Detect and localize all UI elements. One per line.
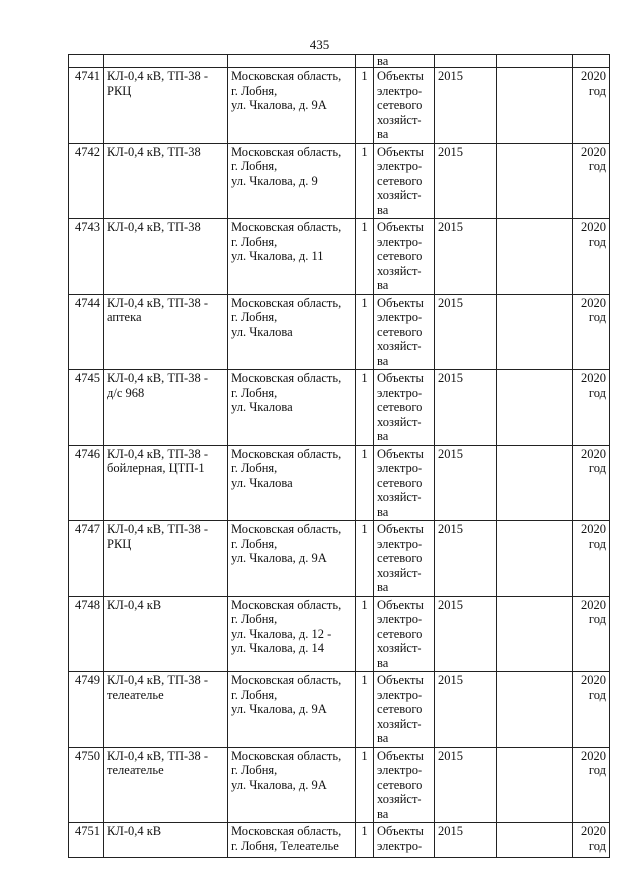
object-name-cell [104,143,228,219]
plan-year-cell [573,672,610,748]
year-cell [435,143,497,219]
object-name-line: КЛ-0,4 кВ [107,824,162,838]
blank-cell [497,747,573,823]
object-type-cell [374,747,435,823]
object-type-text: Объекты электро- [377,824,424,853]
quantity-cell [356,823,374,858]
plan-year-text: 2020 год [581,69,606,98]
plan-year-text: 2020 год [581,597,606,626]
plan-year-cell [573,143,610,219]
plan-year-text: 2020 год [581,748,606,777]
object-name-line: телеателье [107,687,164,702]
table-row [69,219,610,295]
address-line: ул. Чкалова, д. 9А [231,98,327,112]
object-type-text: Объекты электро- сетевого хозяйст- ва [377,144,424,217]
address-cell [228,219,356,295]
year-cell [435,521,497,597]
plan-year-text: 2020 год [581,220,606,249]
row-number: 4744 [75,295,100,310]
row-number-cell [69,294,104,370]
address-line: Московская область, [231,748,342,763]
address-line: г. Лобня, [231,234,278,249]
address-line: г. Лобня, [231,385,278,400]
object-name-line: КЛ-0,4 кВ, ТП-38 [107,220,201,234]
plan-year-text: 2020 год [581,824,606,853]
quantity-cell [356,521,374,597]
continuation-address-cell [228,55,356,68]
row-number-cell [69,747,104,823]
year-cell [435,68,497,144]
row-number-cell [69,823,104,858]
year-cell [435,747,497,823]
table-row [69,823,610,858]
object-name-cell [104,68,228,144]
object-name-line: РКЦ [107,536,132,551]
row-number-cell [69,672,104,748]
quantity-value: 1 [361,371,368,385]
plan-year-cell [573,747,610,823]
blank-cell [497,596,573,672]
year-cell [435,370,497,446]
address-line: г. Лобня, [231,310,278,324]
table-row [69,596,610,672]
continuation-type-cell [374,55,435,68]
address-line: Московская область, [231,69,342,83]
quantity-cell [356,219,374,295]
object-type-cell [374,672,435,748]
object-name-line: КЛ-0,4 кВ, ТП-38 - [107,748,209,763]
object-type-cell [374,521,435,597]
plan-year-cell [573,521,610,597]
object-type-text: Объекты электро- сетевого хозяйст- ва [377,748,424,821]
address-line: Московская область, [231,446,342,461]
year-value: 2015 [438,144,463,159]
address-line: г. Лобня, [231,612,278,626]
quantity-value: 1 [361,824,368,838]
quantity-cell [356,370,374,446]
row-number-cell [69,143,104,219]
table-row [69,747,610,823]
object-name-cell [104,294,228,370]
plan-year-cell [573,370,610,446]
row-number-cell [69,596,104,672]
object-name-cell [104,219,228,295]
object-type-text: Объекты электро- сетевого хозяйст- ва [377,295,424,368]
plan-year-text: 2020 год [581,522,606,551]
address-line: Московская область, [231,220,342,234]
year-value: 2015 [438,69,463,83]
object-type-cell [374,823,435,858]
year-value: 2015 [438,748,463,763]
object-name-line: бойлерная, ЦТП-1 [107,461,205,475]
object-name-cell [104,521,228,597]
address-line: г. Лобня, [231,536,278,551]
continuation-num-cell [69,55,104,68]
year-cell [435,219,497,295]
object-name-cell [104,445,228,521]
continuation-year-cell [435,55,497,68]
page-number: 435 [309,37,330,52]
plan-year-text: 2020 год [581,144,606,173]
object-name-line: КЛ-0,4 кВ, ТП-38 - [107,371,209,385]
continuation-name-cell [104,55,228,68]
year-cell [435,596,497,672]
object-name-cell [104,596,228,672]
year-cell [435,445,497,521]
address-cell [228,294,356,370]
plan-year-text: 2020 год [581,446,606,475]
blank-cell [497,68,573,144]
object-type-cell [374,294,435,370]
object-name-line: КЛ-0,4 кВ, ТП-38 - [107,295,209,310]
quantity-value: 1 [361,673,368,687]
address-line: г. Лобня, [231,763,278,777]
row-number: 4742 [75,144,100,159]
row-number: 4746 [75,446,100,461]
continuation-row [69,55,610,68]
object-name-line: телеателье [107,763,164,777]
quantity-cell [356,68,374,144]
address-cell [228,370,356,446]
table-row [69,370,610,446]
address-line: ул. Чкалова, д. 11 [231,249,324,263]
year-value: 2015 [438,522,463,536]
row-number-cell [69,445,104,521]
plan-year-text: 2020 год [581,371,606,400]
plan-year-cell [573,823,610,858]
address-line: Московская область, [231,295,342,310]
year-value: 2015 [438,220,463,234]
row-number-cell [69,219,104,295]
blank-cell [497,672,573,748]
object-type-cell [374,143,435,219]
year-cell [435,294,497,370]
address-line: Московская область, [231,371,342,385]
address-line: ул. Чкалова [231,400,293,414]
object-type-cell [374,596,435,672]
object-name-line: КЛ-0,4 кВ, ТП-38 - [107,673,209,687]
table-row [69,68,610,144]
row-number: 4743 [75,220,100,234]
address-line: ул. Чкалова, д. 9А [231,777,327,792]
quantity-value: 1 [361,446,368,461]
year-value: 2015 [438,824,463,838]
quantity-cell [356,596,374,672]
row-number: 4750 [75,748,100,763]
address-line: Московская область, [231,144,342,159]
address-cell [228,672,356,748]
quantity-value: 1 [361,220,368,234]
address-cell [228,143,356,219]
object-name-line: КЛ-0,4 кВ, ТП-38 - [107,446,209,461]
quantity-cell [356,747,374,823]
address-cell [228,445,356,521]
address-line: ул. Чкалова, д. 9А [231,551,327,565]
blank-cell [497,370,573,446]
address-cell [228,596,356,672]
object-type-cell [374,445,435,521]
year-value: 2015 [438,446,463,461]
year-value: 2015 [438,371,463,385]
object-type-cell [374,219,435,295]
plan-year-cell [573,596,610,672]
quantity-cell [356,445,374,521]
address-line: ул. Чкалова, д. 9 [231,173,318,188]
plan-year-cell [573,219,610,295]
object-name-line: КЛ-0,4 кВ [107,597,162,612]
year-cell [435,823,497,858]
address-line: г. Лобня, [231,687,278,702]
blank-cell [497,823,573,858]
address-cell [228,521,356,597]
address-cell [228,747,356,823]
quantity-value: 1 [361,522,368,536]
blank-cell [497,445,573,521]
object-type-text: Объекты электро- сетевого хозяйст- ва [377,446,424,519]
year-value: 2015 [438,295,463,310]
address-line: г. Лобня, [231,461,278,475]
object-type-text: Объекты электро- сетевого хозяйст- ва [377,597,424,670]
quantity-value: 1 [361,144,368,159]
object-type-text: Объекты электро- сетевого хозяйст- ва [377,673,424,745]
plan-year-cell [573,68,610,144]
quantity-cell [356,143,374,219]
address-line: Московская область, [231,824,342,838]
object-name-line: д/с 968 [107,385,145,400]
object-type-text: Объекты электро- сетевого хозяйст- ва [377,220,424,292]
quantity-value: 1 [361,295,368,310]
continuation-qty-cell [356,55,374,68]
plan-year-cell [573,445,610,521]
object-name-line: РКЦ [107,83,132,98]
object-name-cell [104,672,228,748]
address-line: г. Лобня, [231,83,278,98]
object-name-line: аптека [107,310,142,324]
row-number: 4751 [75,824,100,838]
table-row [69,143,610,219]
plan-year-text: 2020 год [581,673,606,702]
address-line: г. Лобня, [231,159,278,173]
blank-cell [497,294,573,370]
address-line: ул. Чкалова, д. 12 - [231,626,332,641]
plan-year-cell [573,294,610,370]
object-name-line: КЛ-0,4 кВ, ТП-38 - [107,69,209,83]
address-line: г. Лобня, Телеателье [231,838,339,853]
blank-cell [497,143,573,219]
registry-table [68,54,610,858]
table-row [69,521,610,597]
continuation-type-text: ва [377,54,389,68]
object-name-cell [104,370,228,446]
row-number: 4741 [75,69,100,83]
row-number: 4749 [75,673,100,687]
object-name-cell [104,823,228,858]
year-value: 2015 [438,597,463,612]
address-cell [228,68,356,144]
row-number: 4748 [75,597,100,612]
quantity-cell [356,294,374,370]
blank-cell [497,219,573,295]
object-name-cell [104,747,228,823]
address-line: Московская область, [231,597,342,612]
year-cell [435,672,497,748]
object-type-text: Объекты электро- сетевого хозяйст- ва [377,371,424,443]
address-line: Московская область, [231,522,342,536]
quantity-cell [356,672,374,748]
object-type-text: Объекты электро- сетевого хозяйст- ва [377,69,424,141]
table-row [69,445,610,521]
plan-year-text: 2020 год [581,295,606,324]
row-number: 4747 [75,522,100,536]
continuation-blank-cell [497,55,573,68]
row-number-cell [69,370,104,446]
object-name-line: КЛ-0,4 кВ, ТП-38 [107,144,201,159]
address-cell [228,823,356,858]
quantity-value: 1 [361,748,368,763]
blank-cell [497,521,573,597]
quantity-value: 1 [361,597,368,612]
object-type-cell [374,370,435,446]
table-row [69,672,610,748]
address-line: ул. Чкалова, д. 14 [231,641,324,655]
address-line: ул. Чкалова, д. 9А [231,702,327,716]
table-row [69,294,610,370]
object-type-text: Объекты электро- сетевого хозяйст- ва [377,522,424,594]
address-line: ул. Чкалова [231,324,293,339]
address-line: Московская область, [231,673,342,687]
address-line: ул. Чкалова [231,475,293,490]
quantity-value: 1 [361,69,368,83]
row-number-cell [69,68,104,144]
continuation-plan-cell [573,55,610,68]
object-type-cell [374,68,435,144]
year-value: 2015 [438,673,463,687]
object-name-line: КЛ-0,4 кВ, ТП-38 - [107,522,209,536]
row-number-cell [69,521,104,597]
row-number: 4745 [75,371,100,385]
